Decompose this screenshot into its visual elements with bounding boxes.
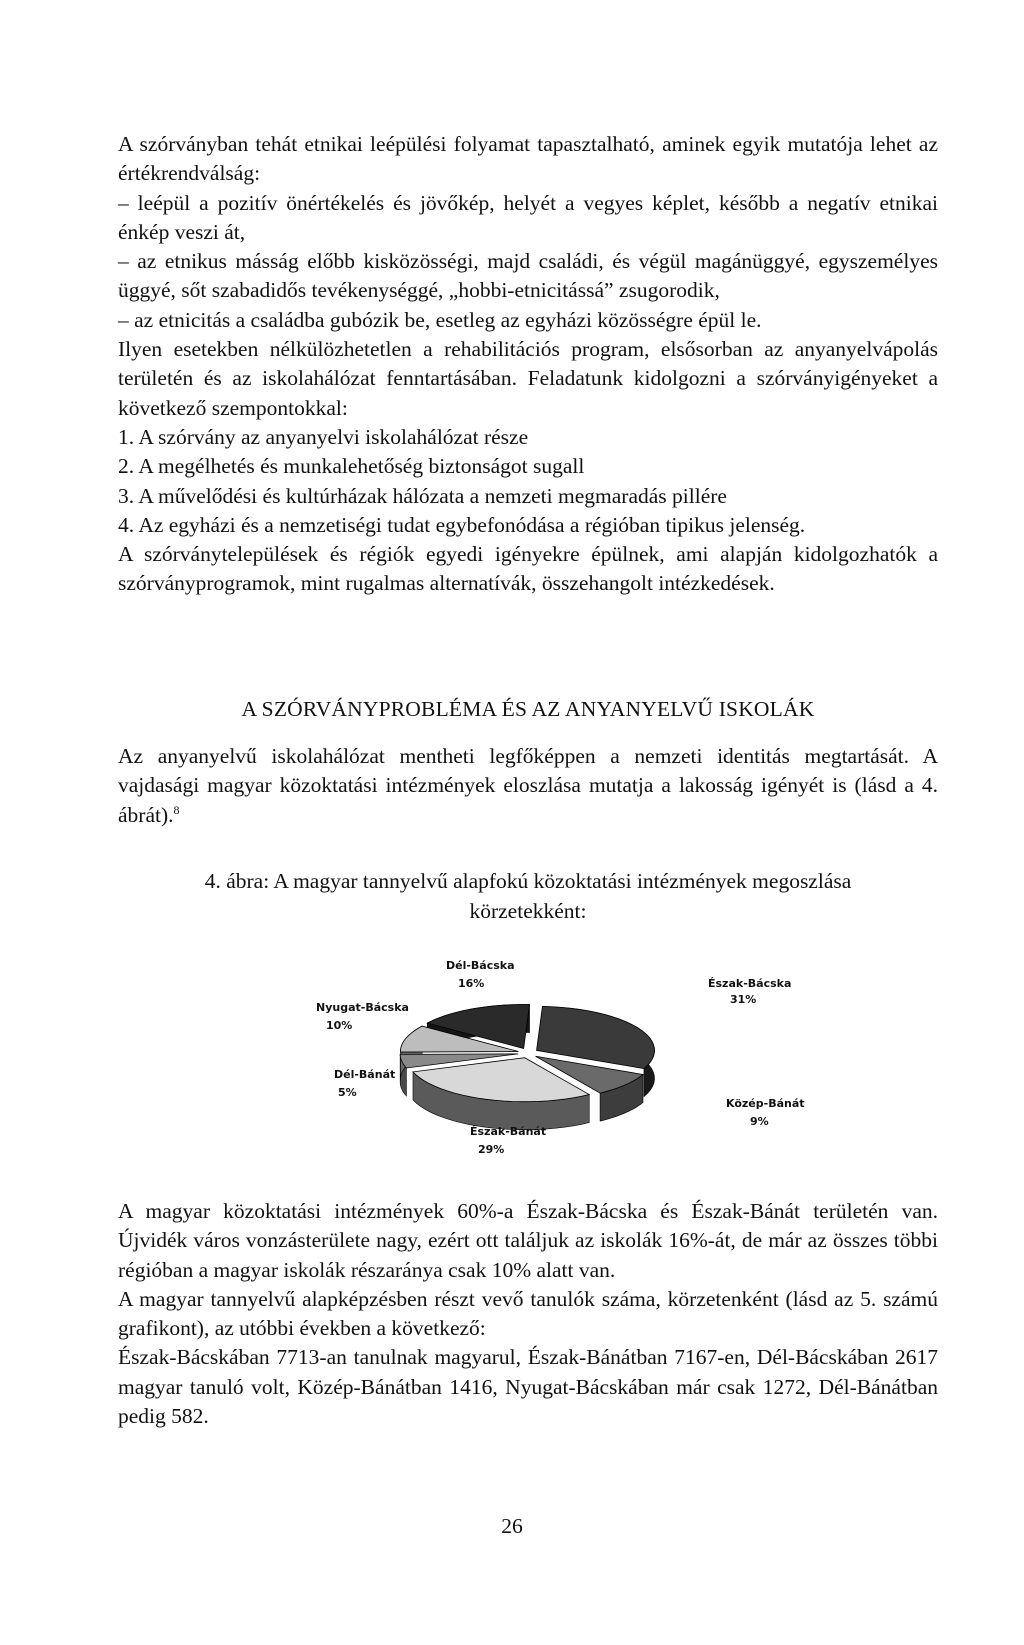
slice-label: Közép-Bánát — [726, 1097, 805, 1110]
after-text — [118, 1197, 938, 1431]
list-item: 1. A szórvány az anyanyelvi iskolahálózat része — [118, 424, 529, 449]
slice-value-label: 5% — [338, 1086, 357, 1099]
pie-chart — [260, 945, 820, 1185]
paragraph: A magyar tannyelvű alapképzésben részt vevő tanulók száma, körzetenként (lásd az 5. számú grafikont), az utóbbi években a következő: — [118, 1286, 938, 1341]
slice-label: Nyugat-Bácska — [316, 1001, 409, 1014]
slice-label: Észak-Bánát — [470, 1125, 547, 1138]
intro-text — [118, 130, 938, 599]
paragraph: A magyar közoktatási intézmények 60%-a Észak-Bácska és Észak-Bánát területén van. Újvidék város vonzásterülete nagy, ezért ott találjuk az iskolák 16%-át, de már az összes többi régióban a magyar iskolák részaránya csak 10% alatt van. — [118, 1199, 938, 1282]
figure-caption — [118, 866, 938, 926]
paragraph: A szórványtelepülések és régiók egyedi igényekre épülnek, ami alapján kidolgozhatók a szórványprogramok, mint rugalmas alternatívák, összehangolt intézkedések. — [118, 542, 938, 596]
list-item: 4. Az egyházi és a nemzetiségi tudat egybefonódása a régióban tipikus jelenség. — [118, 512, 806, 537]
paragraph: Ilyen esetekben nélkülözhetetlen a rehabilitációs program, elsősorban az anyanyelvápolás területén és az iskolahálózat fenntartásában. Feladatunk kidolgozni a szórványigényeket a következő szempontokkal: — [118, 337, 938, 420]
paragraph-text: Az anyanyelvű iskolahálózat mentheti legfőképpen a nemzeti identitás megtartását. A vajdasági magyar közoktatási intézmények eloszlása mutatja a lakosság igényét is (lásd a 4. ábrát). — [118, 744, 938, 827]
figure-caption-line1: 4. ábra: A magyar tannyelvű alapfokú közoktatási intézmények megoszlása — [204, 869, 852, 893]
bullet-item: – az etnicitás a családba gubózik be, esetleg az egyházi közösségre épül le. — [118, 307, 762, 332]
figure-caption-line2: körzetekként: — [469, 899, 587, 923]
section-heading: A SZÓRVÁNYPROBLÉMA ÉS AZ ANYANYELVŰ ISKOLÁK — [241, 697, 815, 721]
slice-value-label: 16% — [458, 977, 485, 990]
paragraph — [118, 742, 938, 830]
footnote-ref: 8 — [173, 802, 180, 817]
bullet-item: – leépül a pozitív önértékelés és jövőkép, helyét a vegyes képlet, később a negatív etnikai énkép veszi át, — [118, 190, 938, 244]
slice-label: Dél-Bácska — [446, 959, 515, 972]
section-text — [118, 742, 938, 830]
bullet-item: – az etnikus másság előbb kisközösségi, majd családi, és végül magánüggyé, egyszemélyes üggyé, sőt szabadidős tevékenységgé, „hobbi-etnicitássá” zsugorodik, — [118, 249, 938, 303]
slice-value-label: 31% — [730, 993, 757, 1006]
slice-value-label: 9% — [750, 1115, 769, 1128]
page-number: 26 — [501, 1514, 523, 1538]
slice-value-label: 10% — [326, 1019, 353, 1032]
list-item: 2. A megélhetés és munkalehetőség biztonságot sugall — [118, 454, 585, 479]
slice-value-label: 29% — [478, 1143, 505, 1156]
pie-chart-svg — [260, 945, 820, 1185]
list-item: 3. A művelődési és kultúrházak hálózata a nemzeti megmaradás pillére — [118, 483, 727, 508]
slice-label: Dél-Bánát — [334, 1068, 396, 1081]
paragraph: A szórványban tehát etnikai leépülési folyamat tapasztalható, aminek egyik mutatója lehet az értékrendválság: — [118, 132, 938, 186]
paragraph: Észak-Bácskában 7713-an tanulnak magyarul, Észak-Bánátban 7167-en, Dél-Bácskában 2617 magyar tanuló volt, Közép-Bánátban 1416, Nyugat-Bácskában már csak 1272, Dél-Bánátban pedig 582. — [118, 1345, 938, 1429]
slice-label: Észak-Bácska — [708, 977, 792, 990]
